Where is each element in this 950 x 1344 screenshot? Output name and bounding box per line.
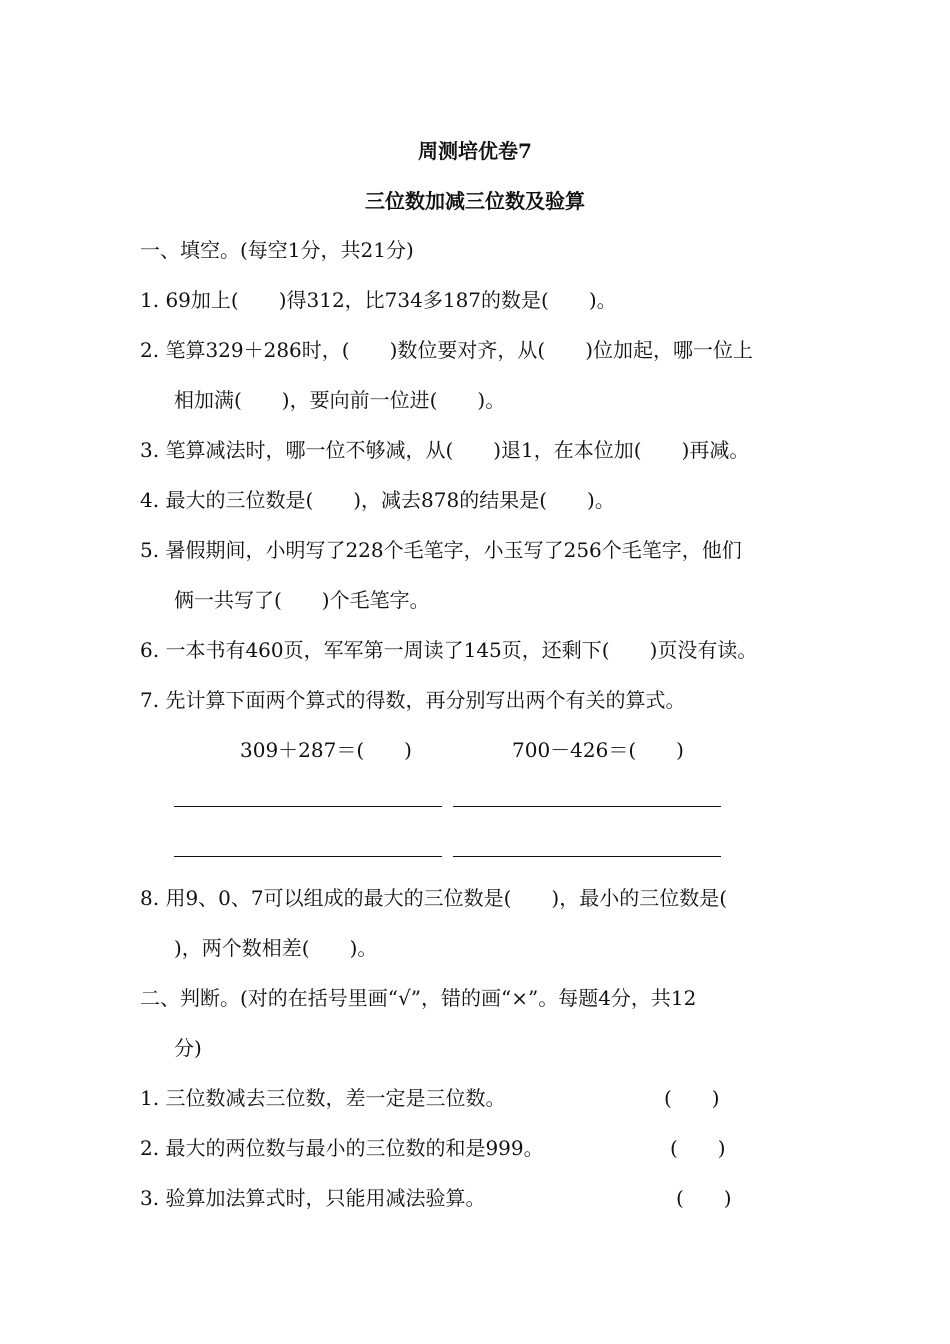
answer-line[interactable] — [453, 856, 721, 857]
judge-item-text: 1. 三位数减去三位数，差一定是三位数。 — [140, 1086, 506, 1110]
question-8-line2: )，两个数相差( )。 — [174, 936, 378, 960]
question-1: 1. 69加上( )得312，比734多187的数是( )。 — [140, 288, 617, 312]
question-7-equation-1: 309＋287＝( ) — [240, 738, 412, 762]
section2-heading-line2: 分) — [174, 1036, 202, 1060]
section1-heading: 一、填空。(每空1分，共21分) — [140, 238, 414, 262]
judge-answer-box[interactable]: ( ) — [676, 1186, 732, 1210]
judge-item-text: 2. 最大的两位数与最小的三位数的和是999。 — [140, 1136, 544, 1160]
question-2-line2: 相加满( )，要向前一位进( )。 — [174, 388, 506, 412]
question-3: 3. 笔算减法时，哪一位不够减，从( )退1，在本位加( )再减。 — [140, 438, 750, 462]
judge-answer-box[interactable]: ( ) — [670, 1136, 726, 1160]
judge-item-text: 3. 验算加法算式时，只能用减法验算。 — [140, 1186, 486, 1210]
answer-line[interactable] — [174, 856, 442, 857]
question-5-line2: 俩一共写了( )个毛笔字。 — [174, 588, 430, 612]
question-8-line1: 8. 用9、0、7可以组成的最大的三位数是( )，最小的三位数是( — [140, 886, 728, 910]
page-subtitle: 三位数加减三位数及验算 — [365, 189, 585, 213]
question-4: 4. 最大的三位数是( )，减去878的结果是( )。 — [140, 488, 615, 512]
page-title: 周测培优卷7 — [418, 139, 532, 163]
answer-line[interactable] — [174, 806, 442, 807]
question-6: 6. 一本书有460页，军军第一周读了145页，还剩下( )页没有读。 — [140, 638, 758, 662]
question-7: 7. 先计算下面两个算式的得数，再分别写出两个有关的算式。 — [140, 688, 686, 712]
section2-heading-line1: 二、判断。(对的在括号里画“√”，错的画“×”。每题4分，共12 — [140, 986, 697, 1010]
question-7-equation-2: 700－426＝( ) — [512, 738, 684, 762]
question-2-line1: 2. 笔算329＋286时，( )数位要对齐，从( )位加起，哪一位上 — [140, 338, 753, 362]
judge-answer-box[interactable]: ( ) — [664, 1086, 720, 1110]
question-5-line1: 5. 暑假期间，小明写了228个毛笔字，小玉写了256个毛笔字，他们 — [140, 538, 742, 562]
answer-line[interactable] — [453, 806, 721, 807]
